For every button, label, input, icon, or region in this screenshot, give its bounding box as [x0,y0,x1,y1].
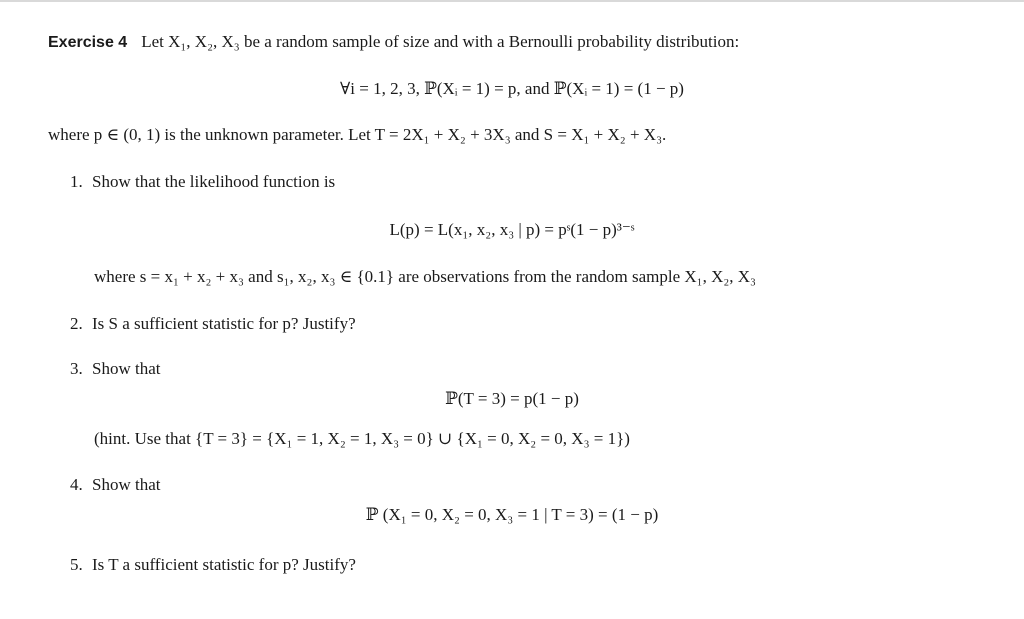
exercise-label: Exercise 4 [48,34,128,51]
conditional-probability-formula: ℙ (X₁ = 0, X₂ = 0, X₃ = 1 | T = 3) = (1 − p) [365,505,659,524]
item-3-hint: (hint. Use that {T = 3} = {X₁ = 1, X₂ = 1, X₃ = 0} ∪ {X₁ = 0, X₂ = 0, X₃ = 1}) [94,429,630,448]
item-2-text: Is S a sufficient statistic for p? Justify? [92,314,356,333]
item-4-number: 4. [70,475,83,494]
item-1-number: 1. [70,172,83,191]
exercise-intro: Let X₁, X₂, X₃ be a random sample of size and with a Bernoulli probability distribution: [141,32,740,51]
item-3 [70,358,160,380]
probability-t-formula: ℙ(T = 3) = p(1 − p) [445,389,579,408]
exercise-header [48,31,739,54]
item-1-text: Show that the likelihood function is [92,172,336,191]
item-3-number: 3. [70,359,83,378]
likelihood-formula: L(p) = L(x₁, x₂, x₃ | p) = pˢ(1 − p)³⁻ˢ [389,220,635,239]
item-4 [70,474,160,496]
item-1-note: where s = x₁ + x₂ + x₃ and s₁, x₂, x₃ ∈ {0.1} are observations from the random sample X₁, X₂, X₃ [94,267,756,286]
bernoulli-formula: ∀i = 1, 2, 3, ℙ(Xᵢ = 1) = p, and ℙ(Xᵢ = 1) = (1 − p) [340,79,684,98]
item-2 [70,313,356,335]
item-1 [70,171,335,193]
item-5-number: 5. [70,555,83,574]
item-5-text: Is T a sufficient statistic for p? Justify? [92,555,356,574]
exercise-definition: where p ∈ (0, 1) is the unknown parameter. Let T = 2X₁ + X₂ + 3X₃ and S = X₁ + X₂ + X₃. [48,125,667,144]
top-border [0,0,1024,2]
item-2-number: 2. [70,314,83,333]
item-3-text: Show that [92,359,161,378]
item-5 [70,554,356,576]
item-4-text: Show that [92,475,161,494]
